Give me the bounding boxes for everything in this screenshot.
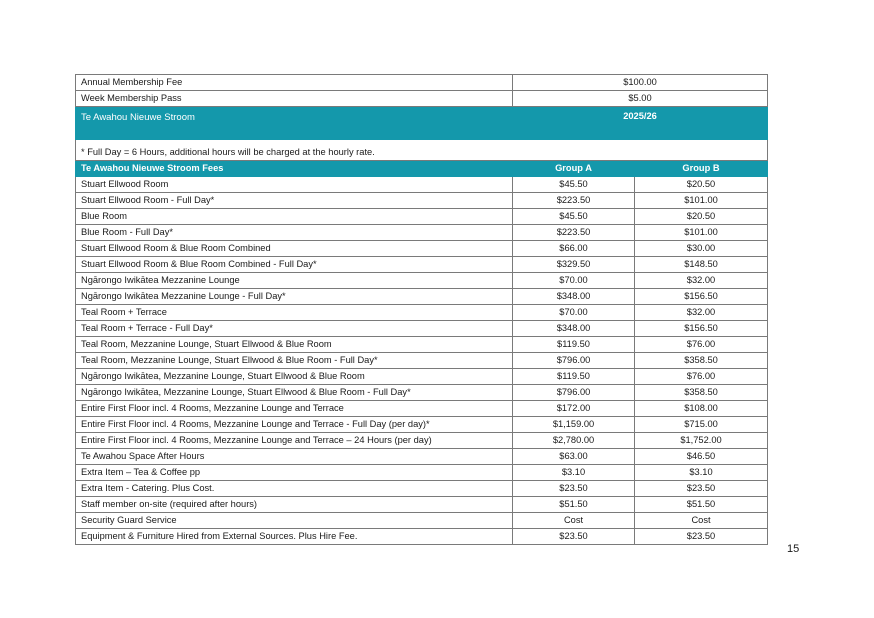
table-row bbox=[76, 465, 768, 481]
fee-group-a: $51.50 bbox=[513, 497, 635, 513]
fee-group-b: $148.50 bbox=[635, 257, 768, 273]
fee-group-b: $156.50 bbox=[635, 289, 768, 305]
table-row bbox=[76, 177, 768, 193]
fee-group-a: $70.00 bbox=[513, 273, 635, 289]
fee-group-b: $358.50 bbox=[635, 385, 768, 401]
table-row bbox=[76, 337, 768, 353]
fee-group-b: $20.50 bbox=[635, 177, 768, 193]
fee-group-b: $20.50 bbox=[635, 209, 768, 225]
fee-group-a: $223.50 bbox=[513, 225, 635, 241]
fee-item-name: Entire First Floor incl. 4 Rooms, Mezzanine Lounge and Terrace – 24 Hours (per day) bbox=[76, 433, 513, 449]
membership-row bbox=[76, 75, 768, 91]
fee-item-name: Entire First Floor incl. 4 Rooms, Mezzanine Lounge and Terrace bbox=[76, 401, 513, 417]
fee-item-name: Ngārongo Iwikātea Mezzanine Lounge bbox=[76, 273, 513, 289]
fee-group-a: $348.00 bbox=[513, 289, 635, 305]
membership-value: $5.00 bbox=[513, 91, 768, 107]
fee-item-name: Stuart Ellwood Room & Blue Room Combined bbox=[76, 241, 513, 257]
fee-group-b: $3.10 bbox=[635, 465, 768, 481]
fee-group-a: $3.10 bbox=[513, 465, 635, 481]
table-row bbox=[76, 433, 768, 449]
fees-header-item: Te Awahou Nieuwe Stroom Fees bbox=[76, 161, 513, 177]
fee-group-b: $156.50 bbox=[635, 321, 768, 337]
fee-item-name: Security Guard Service bbox=[76, 513, 513, 529]
fees-table bbox=[75, 74, 768, 545]
fee-item-name: Equipment & Furniture Hired from External Sources. Plus Hire Fee. bbox=[76, 529, 513, 545]
fee-group-b: $715.00 bbox=[635, 417, 768, 433]
fee-group-a: $1,159.00 bbox=[513, 417, 635, 433]
fee-group-b: $32.00 bbox=[635, 273, 768, 289]
fee-item-name: Teal Room, Mezzanine Lounge, Stuart Ellwood & Blue Room - Full Day* bbox=[76, 353, 513, 369]
table-row bbox=[76, 353, 768, 369]
venue-header-row bbox=[76, 107, 768, 140]
venue-name: Te Awahou Nieuwe Stroom bbox=[76, 107, 513, 140]
membership-row bbox=[76, 91, 768, 107]
fee-group-a: $66.00 bbox=[513, 241, 635, 257]
fee-group-a: $796.00 bbox=[513, 385, 635, 401]
fee-group-b: $76.00 bbox=[635, 369, 768, 385]
table-row bbox=[76, 369, 768, 385]
fee-item-name: Blue Room - Full Day* bbox=[76, 225, 513, 241]
table-row bbox=[76, 529, 768, 545]
table-row bbox=[76, 273, 768, 289]
fee-group-a: $45.50 bbox=[513, 177, 635, 193]
fee-group-b: $23.50 bbox=[635, 529, 768, 545]
fee-group-b: $358.50 bbox=[635, 353, 768, 369]
fee-group-a: $172.00 bbox=[513, 401, 635, 417]
table-row bbox=[76, 257, 768, 273]
fee-group-a: $23.50 bbox=[513, 481, 635, 497]
fee-group-b: $32.00 bbox=[635, 305, 768, 321]
fee-item-name: Stuart Ellwood Room bbox=[76, 177, 513, 193]
venue-year: 2025/26 bbox=[513, 107, 768, 140]
membership-value: $100.00 bbox=[513, 75, 768, 91]
fee-group-b: $23.50 bbox=[635, 481, 768, 497]
fee-group-a: $45.50 bbox=[513, 209, 635, 225]
fees-header-row bbox=[76, 161, 768, 177]
fee-group-a: Cost bbox=[513, 513, 635, 529]
fee-group-a: $23.50 bbox=[513, 529, 635, 545]
fee-group-a: $119.50 bbox=[513, 369, 635, 385]
table-row bbox=[76, 225, 768, 241]
fee-item-name: Stuart Ellwood Room - Full Day* bbox=[76, 193, 513, 209]
fee-group-a: $119.50 bbox=[513, 337, 635, 353]
fee-group-b: $46.50 bbox=[635, 449, 768, 465]
fee-item-name: Ngārongo Iwikātea, Mezzanine Lounge, Stuart Ellwood & Blue Room - Full Day* bbox=[76, 385, 513, 401]
table-row bbox=[76, 289, 768, 305]
fee-item-name: Ngārongo Iwikātea Mezzanine Lounge - Full Day* bbox=[76, 289, 513, 305]
fee-item-name: Blue Room bbox=[76, 209, 513, 225]
fee-group-b: $101.00 bbox=[635, 193, 768, 209]
fee-group-a: $796.00 bbox=[513, 353, 635, 369]
table-row bbox=[76, 481, 768, 497]
fee-group-b: $30.00 bbox=[635, 241, 768, 257]
fee-item-name: Extra Item – Tea & Coffee pp bbox=[76, 465, 513, 481]
fees-header-group-a: Group A bbox=[513, 161, 635, 177]
table-row bbox=[76, 241, 768, 257]
table-row bbox=[76, 321, 768, 337]
fee-group-a: $70.00 bbox=[513, 305, 635, 321]
fee-item-name: Te Awahou Space After Hours bbox=[76, 449, 513, 465]
fee-item-name: Staff member on-site (required after hours) bbox=[76, 497, 513, 513]
fee-group-a: $348.00 bbox=[513, 321, 635, 337]
membership-label: Annual Membership Fee bbox=[76, 75, 513, 91]
fee-group-b: $51.50 bbox=[635, 497, 768, 513]
fee-item-name: Ngārongo Iwikātea, Mezzanine Lounge, Stuart Ellwood & Blue Room bbox=[76, 369, 513, 385]
fee-group-b: $101.00 bbox=[635, 225, 768, 241]
table-row bbox=[76, 209, 768, 225]
table-row bbox=[76, 497, 768, 513]
fee-group-a: $63.00 bbox=[513, 449, 635, 465]
fee-item-name: Teal Room + Terrace bbox=[76, 305, 513, 321]
table-row bbox=[76, 417, 768, 433]
fee-group-b: $1,752.00 bbox=[635, 433, 768, 449]
fee-group-a: $329.50 bbox=[513, 257, 635, 273]
table-row bbox=[76, 193, 768, 209]
fee-item-name: Stuart Ellwood Room & Blue Room Combined - Full Day* bbox=[76, 257, 513, 273]
fee-group-b: $76.00 bbox=[635, 337, 768, 353]
fee-group-b: $108.00 bbox=[635, 401, 768, 417]
full-day-note: * Full Day = 6 Hours, additional hours will be charged at the hourly rate. bbox=[76, 145, 768, 161]
fee-item-name: Teal Room, Mezzanine Lounge, Stuart Ellwood & Blue Room bbox=[76, 337, 513, 353]
table-row bbox=[76, 385, 768, 401]
note-row bbox=[76, 145, 768, 161]
fee-group-b: Cost bbox=[635, 513, 768, 529]
fee-item-name: Extra Item - Catering. Plus Cost. bbox=[76, 481, 513, 497]
table-row bbox=[76, 449, 768, 465]
table-row bbox=[76, 305, 768, 321]
fee-group-a: $2,780.00 bbox=[513, 433, 635, 449]
membership-label: Week Membership Pass bbox=[76, 91, 513, 107]
page-number: 15 bbox=[787, 543, 800, 555]
fees-table-body bbox=[76, 75, 768, 545]
table-row bbox=[76, 401, 768, 417]
fee-group-a: $223.50 bbox=[513, 193, 635, 209]
table-row bbox=[76, 513, 768, 529]
fees-header-group-b: Group B bbox=[635, 161, 768, 177]
fee-item-name: Entire First Floor incl. 4 Rooms, Mezzanine Lounge and Terrace - Full Day (per day)* bbox=[76, 417, 513, 433]
fee-item-name: Teal Room + Terrace - Full Day* bbox=[76, 321, 513, 337]
